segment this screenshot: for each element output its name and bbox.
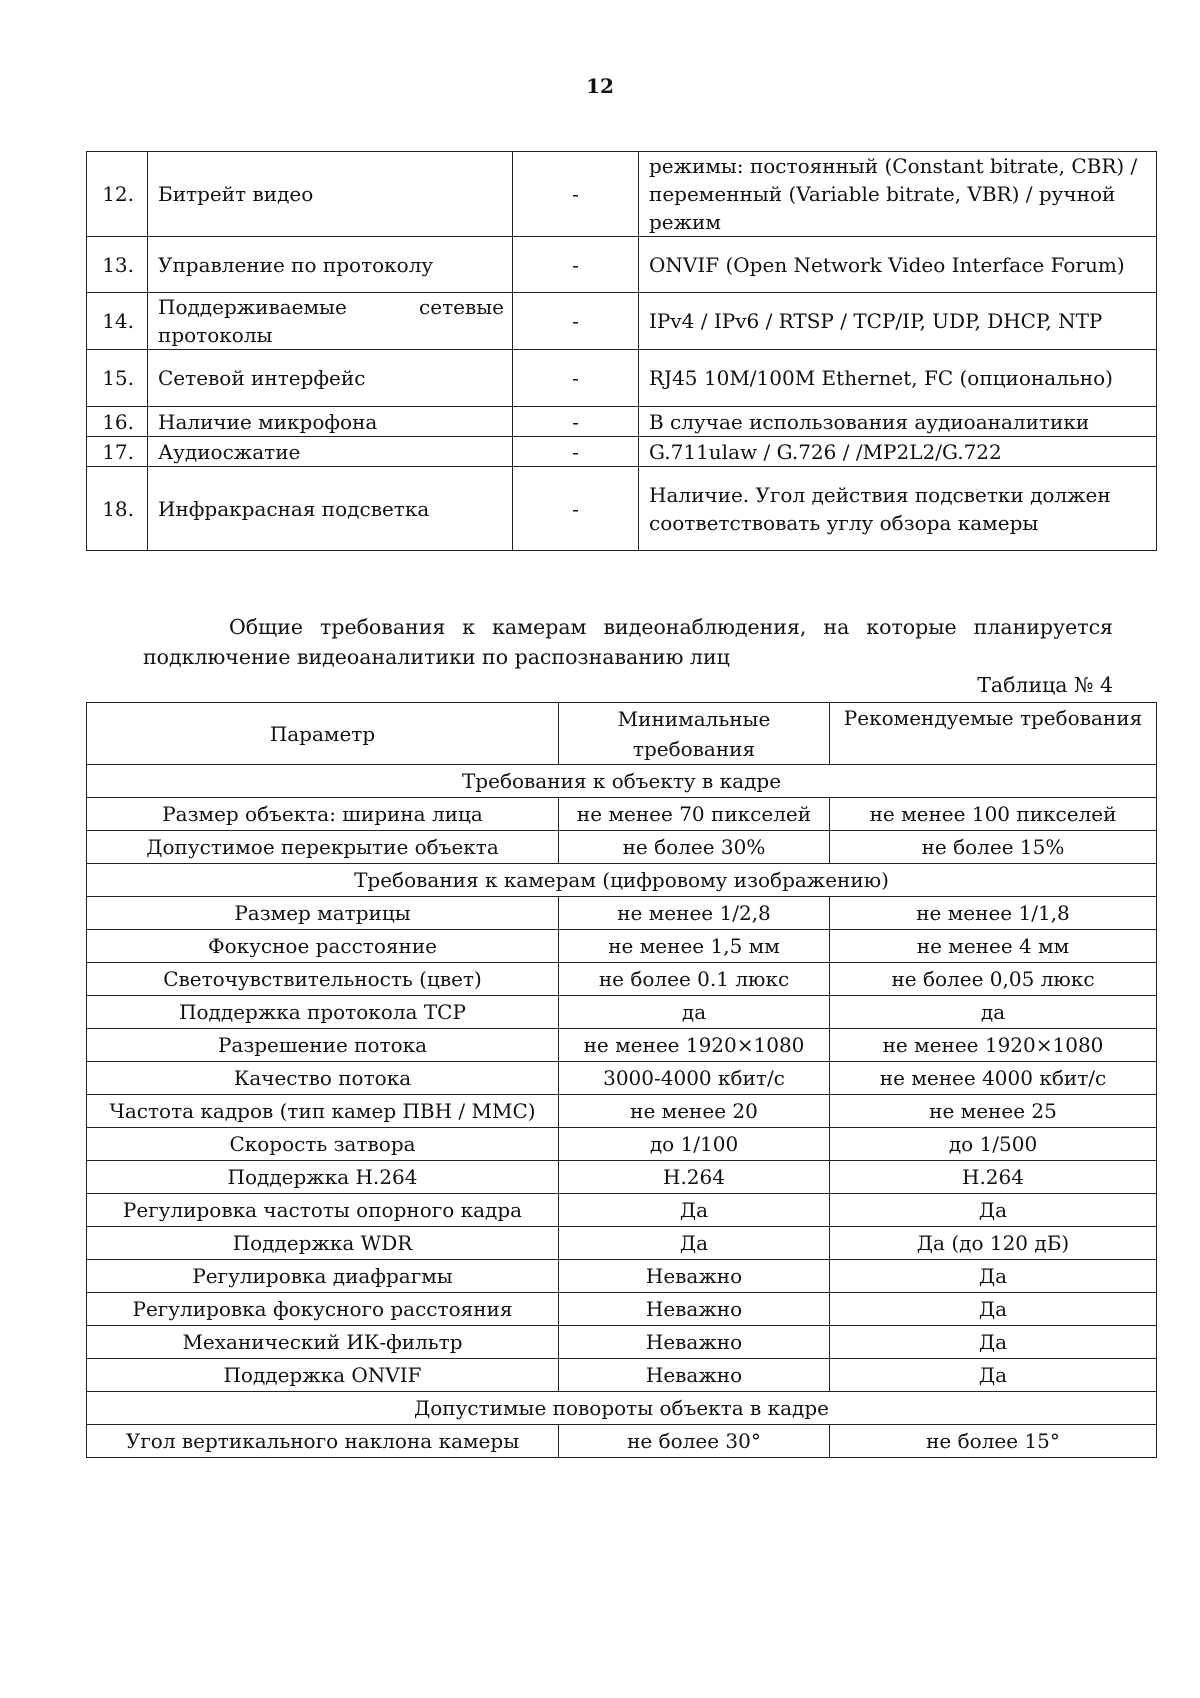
header-recommended: Рекомендуемые требования — [830, 703, 1157, 765]
recommended-cell: Да — [830, 1326, 1157, 1359]
recommended-cell: не менее 100 пикселей — [830, 798, 1157, 831]
spec-name: Поддерживаемые сетевые протоколы — [148, 293, 513, 350]
table-row — [87, 963, 1157, 996]
minimal-cell: не менее 70 пикселей — [559, 798, 830, 831]
spec-value: G.711ulaw / G.726 / /MP2L2/G.722 — [639, 437, 1157, 467]
section-title: Требования к камерам (цифровому изображению) — [87, 864, 1157, 897]
minimal-cell: не менее 1/2,8 — [559, 897, 830, 930]
param-cell: Разрешение потока — [87, 1029, 559, 1062]
minimal-cell: Неважно — [559, 1359, 830, 1392]
recommended-cell: не менее 1920×1080 — [830, 1029, 1157, 1062]
param-cell: Размер объекта: ширина лица — [87, 798, 559, 831]
param-cell: Поддержка протокола TCP — [87, 996, 559, 1029]
param-cell: Частота кадров (тип камер ПВН / ММС) — [87, 1095, 559, 1128]
minimal-cell: не более 30% — [559, 831, 830, 864]
table-caption: Таблица № 4 — [977, 673, 1113, 697]
table-row — [87, 798, 1157, 831]
spec-row — [87, 293, 1157, 350]
table-row — [87, 930, 1157, 963]
table-row — [87, 1029, 1157, 1062]
param-cell: Размер матрицы — [87, 897, 559, 930]
recommended-cell: не более 0,05 люкс — [830, 963, 1157, 996]
spec-dash: - — [513, 152, 639, 237]
spec-number: 12. — [87, 152, 148, 237]
minimal-cell: Да — [559, 1227, 830, 1260]
spec-dash: - — [513, 350, 639, 407]
recommended-cell: не менее 4 мм — [830, 930, 1157, 963]
spec-row — [87, 350, 1157, 407]
section-title: Требования к объекту в кадре — [87, 765, 1157, 798]
section-row — [87, 1392, 1157, 1425]
recommended-cell: не менее 1/1,8 — [830, 897, 1157, 930]
spec-name: Управление по протоколу — [148, 237, 513, 293]
table-row — [87, 1293, 1157, 1326]
minimal-cell: не более 0.1 люкс — [559, 963, 830, 996]
minimal-cell: 3000-4000 кбит/с — [559, 1062, 830, 1095]
recommended-cell: не более 15% — [830, 831, 1157, 864]
requirements-table — [86, 702, 1157, 1458]
spec-name: Битрейт видео — [148, 152, 513, 237]
minimal-cell: Да — [559, 1194, 830, 1227]
param-cell: Регулировка фокусного расстояния — [87, 1293, 559, 1326]
recommended-cell: не менее 25 — [830, 1095, 1157, 1128]
intro-paragraph — [143, 612, 1113, 672]
recommended-cell: не более 15° — [830, 1425, 1157, 1458]
header-row — [87, 703, 1157, 765]
param-cell: Регулировка диафрагмы — [87, 1260, 559, 1293]
recommended-cell: до 1/500 — [830, 1128, 1157, 1161]
spec-number: 15. — [87, 350, 148, 407]
table-row — [87, 1359, 1157, 1392]
table-row — [87, 897, 1157, 930]
minimal-cell: до 1/100 — [559, 1128, 830, 1161]
spec-name: Инфракрасная подсветка — [148, 467, 513, 551]
spec-dash: - — [513, 407, 639, 437]
minimal-cell: Неважно — [559, 1326, 830, 1359]
param-cell: Поддержка WDR — [87, 1227, 559, 1260]
spec-number: 18. — [87, 467, 148, 551]
spec-dash: - — [513, 237, 639, 293]
param-cell: Поддержка H.264 — [87, 1161, 559, 1194]
table-row — [87, 1260, 1157, 1293]
table-row — [87, 1194, 1157, 1227]
minimal-cell: да — [559, 996, 830, 1029]
recommended-cell: не менее 4000 кбит/с — [830, 1062, 1157, 1095]
param-cell: Регулировка частоты опорного кадра — [87, 1194, 559, 1227]
spec-row — [87, 152, 1157, 237]
param-cell: Скорость затвора — [87, 1128, 559, 1161]
spec-name: Сетевой интерфейс — [148, 350, 513, 407]
spec-value: режимы: постоянный (Constant bitrate, CBR) / переменный (Variable bitrate, VBR) / ручной режим — [639, 152, 1157, 237]
minimal-cell: Неважно — [559, 1293, 830, 1326]
spec-number: 13. — [87, 237, 148, 293]
table-row — [87, 996, 1157, 1029]
minimal-cell: Неважно — [559, 1260, 830, 1293]
minimal-cell: не менее 1920×1080 — [559, 1029, 830, 1062]
table-row — [87, 1326, 1157, 1359]
param-cell: Фокусное расстояние — [87, 930, 559, 963]
param-cell: Допустимое перекрытие объекта — [87, 831, 559, 864]
param-cell: Поддержка ONVIF — [87, 1359, 559, 1392]
section-title: Допустимые повороты объекта в кадре — [87, 1392, 1157, 1425]
page-number: 12 — [586, 74, 614, 98]
spec-row — [87, 407, 1157, 437]
recommended-cell: Да — [830, 1260, 1157, 1293]
table-row — [87, 1161, 1157, 1194]
recommended-cell: да — [830, 996, 1157, 1029]
spec-number: 17. — [87, 437, 148, 467]
header-parameter: Параметр — [87, 703, 559, 765]
spec-row — [87, 237, 1157, 293]
spec-dash: - — [513, 437, 639, 467]
table-row — [87, 1095, 1157, 1128]
spec-name: Аудиосжатие — [148, 437, 513, 467]
spec-value: Наличие. Угол действия подсветки должен соответствовать углу обзора камеры — [639, 467, 1157, 551]
param-cell: Качество потока — [87, 1062, 559, 1095]
spec-number: 16. — [87, 407, 148, 437]
recommended-cell: H.264 — [830, 1161, 1157, 1194]
param-cell: Механический ИК-фильтр — [87, 1326, 559, 1359]
spec-number: 14. — [87, 293, 148, 350]
spec-dash: - — [513, 467, 639, 551]
minimal-cell: не менее 1,5 мм — [559, 930, 830, 963]
recommended-cell: Да — [830, 1194, 1157, 1227]
spec-value: RJ45 10M/100M Ethernet, FC (опционально) — [639, 350, 1157, 407]
spec-name: Наличие микрофона — [148, 407, 513, 437]
recommended-cell: Да (до 120 дБ) — [830, 1227, 1157, 1260]
section-row — [87, 864, 1157, 897]
intro-line-1: Общие требования к камерам видеонаблюдения, на которые планируется — [229, 615, 1113, 639]
spec-row — [87, 437, 1157, 467]
minimal-cell: не менее 20 — [559, 1095, 830, 1128]
spec-dash: - — [513, 293, 639, 350]
table-row — [87, 1425, 1157, 1458]
spec-table — [86, 151, 1157, 551]
minimal-cell: не более 30° — [559, 1425, 830, 1458]
spec-value: ONVIF (Open Network Video Interface Forum) — [639, 237, 1157, 293]
minimal-cell: H.264 — [559, 1161, 830, 1194]
section-row — [87, 765, 1157, 798]
spec-value: В случае использования аудиоаналитики — [639, 407, 1157, 437]
table-row — [87, 1227, 1157, 1260]
table-row — [87, 1128, 1157, 1161]
recommended-cell: Да — [830, 1359, 1157, 1392]
param-cell: Угол вертикального наклона камеры — [87, 1425, 559, 1458]
spec-value: IPv4 / IPv6 / RTSP / TCP/IP, UDP, DHCP, NTP — [639, 293, 1157, 350]
param-cell: Светочувствительность (цвет) — [87, 963, 559, 996]
table-row — [87, 831, 1157, 864]
table-row — [87, 1062, 1157, 1095]
header-minimal: Минимальные требования — [559, 703, 830, 765]
intro-line-2: подключение видеоаналитики по распознаванию лиц — [143, 645, 730, 669]
recommended-cell: Да — [830, 1293, 1157, 1326]
spec-row — [87, 467, 1157, 551]
